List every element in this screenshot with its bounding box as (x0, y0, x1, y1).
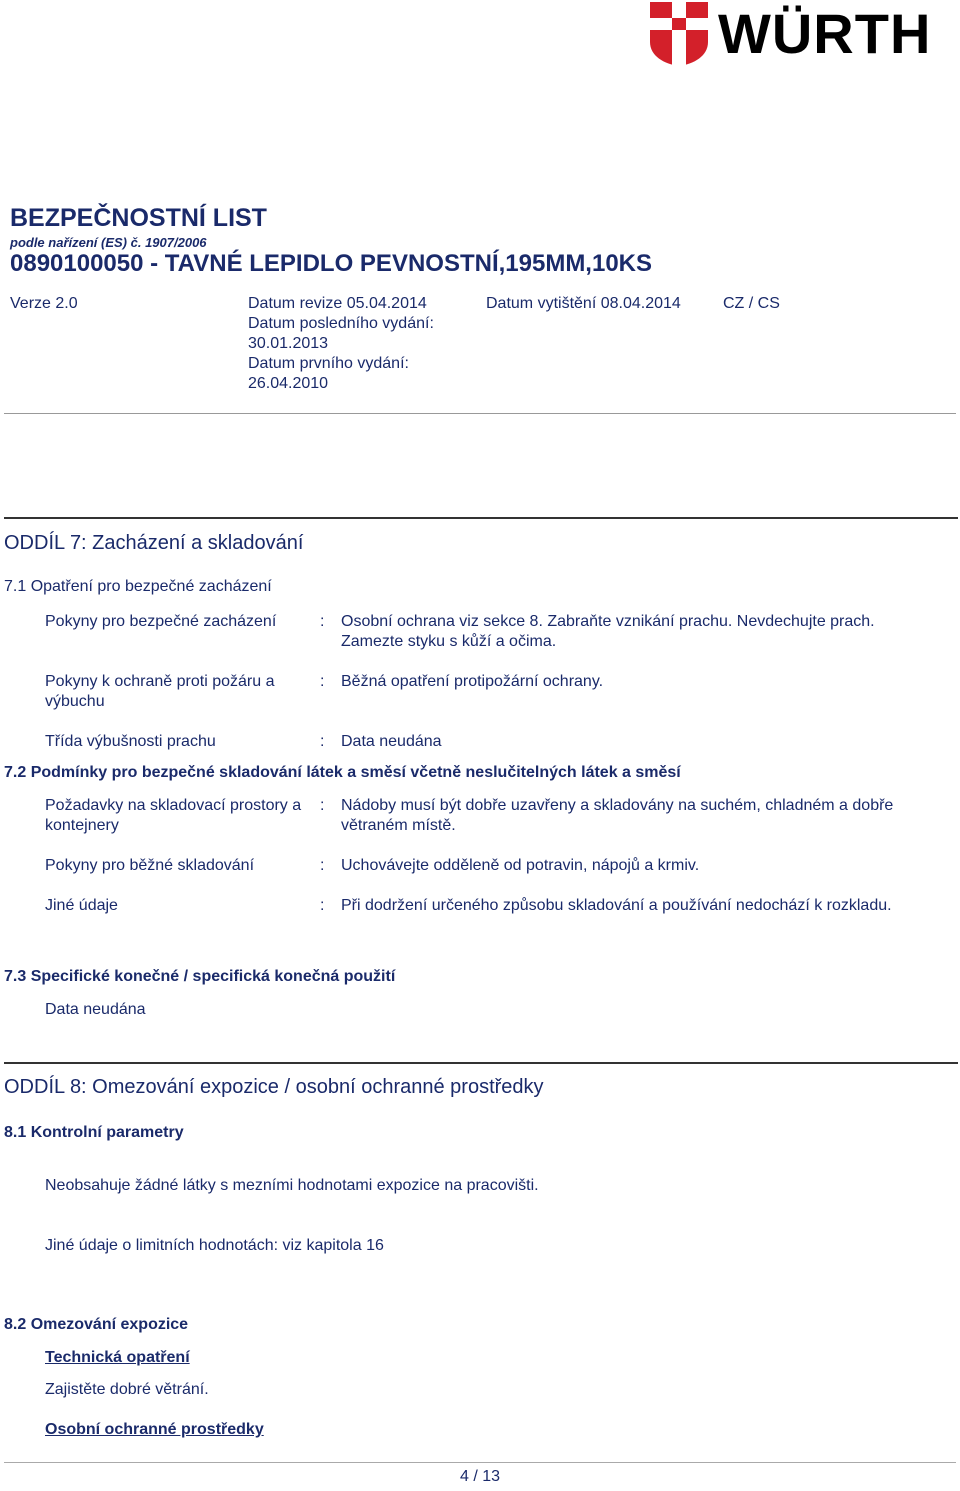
subsection-7-1-heading: 7.1 Opatření pro bezpečné zacházení (4, 578, 272, 595)
row-label-safe-handling: Pokyny pro bezpečné zacházení (45, 613, 277, 630)
row-value-dust-explosion-class: Data neudána (341, 733, 442, 750)
brand-logo-text: WÜRTH (718, 2, 932, 65)
row-label-fire-protection: Pokyny k ochraně proti požáru a výbuchu (45, 673, 275, 710)
regulation-subtitle: podle nařízení (ES) č. 1907/2006 (10, 235, 207, 250)
product-name: 0890100050 - TAVNÉ LEPIDLO PEVNOSTNÍ,195MM,10KS (10, 250, 653, 277)
row-label-other-info: Jiné údaje (45, 897, 118, 914)
footer-divider (4, 1462, 956, 1463)
subsection-7-3-text: Data neudána (45, 1001, 146, 1018)
section-7-rule (4, 517, 958, 519)
row-label-common-storage: Pokyny pro běžné skladování (45, 857, 255, 874)
first-issue-date: 26.04.2010 (248, 375, 329, 392)
row-label-storage-requirements: Požadavky na skladovací prostory a kontejnery (45, 797, 302, 834)
colon: : (320, 897, 325, 914)
row-value-other-info: Při dodržení určeného způsobu skladování a používání nedochází k rozkladu. (341, 897, 892, 914)
section-8-heading: ODDÍL 8: Omezování expozice / osobní ochranné prostředky (4, 1076, 544, 1098)
section-8-rule (4, 1062, 958, 1064)
print-date: Datum vytištění 08.04.2014 (486, 295, 681, 312)
wurth-logo-icon (650, 2, 708, 66)
subsection-8-2-heading: 8.2 Omezování expozice (4, 1316, 189, 1333)
locale: CZ / CS (723, 295, 780, 312)
version: Verze 2.0 (10, 295, 78, 312)
revision-date: Datum revize 05.04.2014 (248, 295, 427, 312)
technical-measures-text: Zajistěte dobré větrání. (45, 1381, 209, 1398)
colon: : (320, 797, 325, 814)
page-number: 4 / 13 (459, 1468, 501, 1485)
first-issue-label: Datum prvního vydání: (248, 355, 409, 372)
subsection-8-1-text: Neobsahuje žádné látky s mezními hodnotami expozice na pracovišti. (45, 1177, 539, 1194)
row-value-common-storage: Uchovávejte odděleně od potravin, nápojů a krmiv. (341, 857, 700, 874)
row-value-storage-requirements: Nádoby musí být dobře uzavřeny a skladovány na suchém, chladném a dobře větraném místě. (341, 797, 894, 834)
technical-measures-heading: Technická opatření (45, 1349, 190, 1366)
row-value-safe-handling: Osobní ochrana viz sekce 8. Zabraňte vznikání prachu. Nevdechujte prach. Zamezte styku s kůží a očima. (341, 613, 875, 650)
row-label-dust-explosion-class: Třída výbušnosti prachu (45, 733, 216, 750)
header-divider (4, 413, 956, 414)
ppe-heading: Osobní ochranné prostředky (45, 1421, 264, 1438)
subsection-8-1-heading: 8.1 Kontrolní parametry (4, 1124, 184, 1141)
document-title: BEZPEČNOSTNÍ LIST (10, 204, 267, 232)
last-issue-date: 30.01.2013 (248, 335, 329, 352)
subsection-7-3-heading: 7.3 Specifické konečné / specifická konečná použití (4, 968, 396, 985)
last-issue-label: Datum posledního vydání: (248, 315, 434, 332)
section-7-heading: ODDÍL 7: Zacházení a skladování (4, 532, 304, 554)
subsection-8-1-other-limits: Jiné údaje o limitních hodnotách: viz kapitola 16 (45, 1237, 384, 1254)
row-value-fire-protection: Běžná opatření protipožární ochrany. (341, 673, 604, 690)
subsection-7-2-heading: 7.2 Podmínky pro bezpečné skladování látek a směsí včetně neslučitelných látek a směsí (4, 764, 681, 781)
colon: : (320, 733, 325, 750)
colon: : (320, 613, 325, 630)
colon: : (320, 673, 325, 690)
colon: : (320, 857, 325, 874)
